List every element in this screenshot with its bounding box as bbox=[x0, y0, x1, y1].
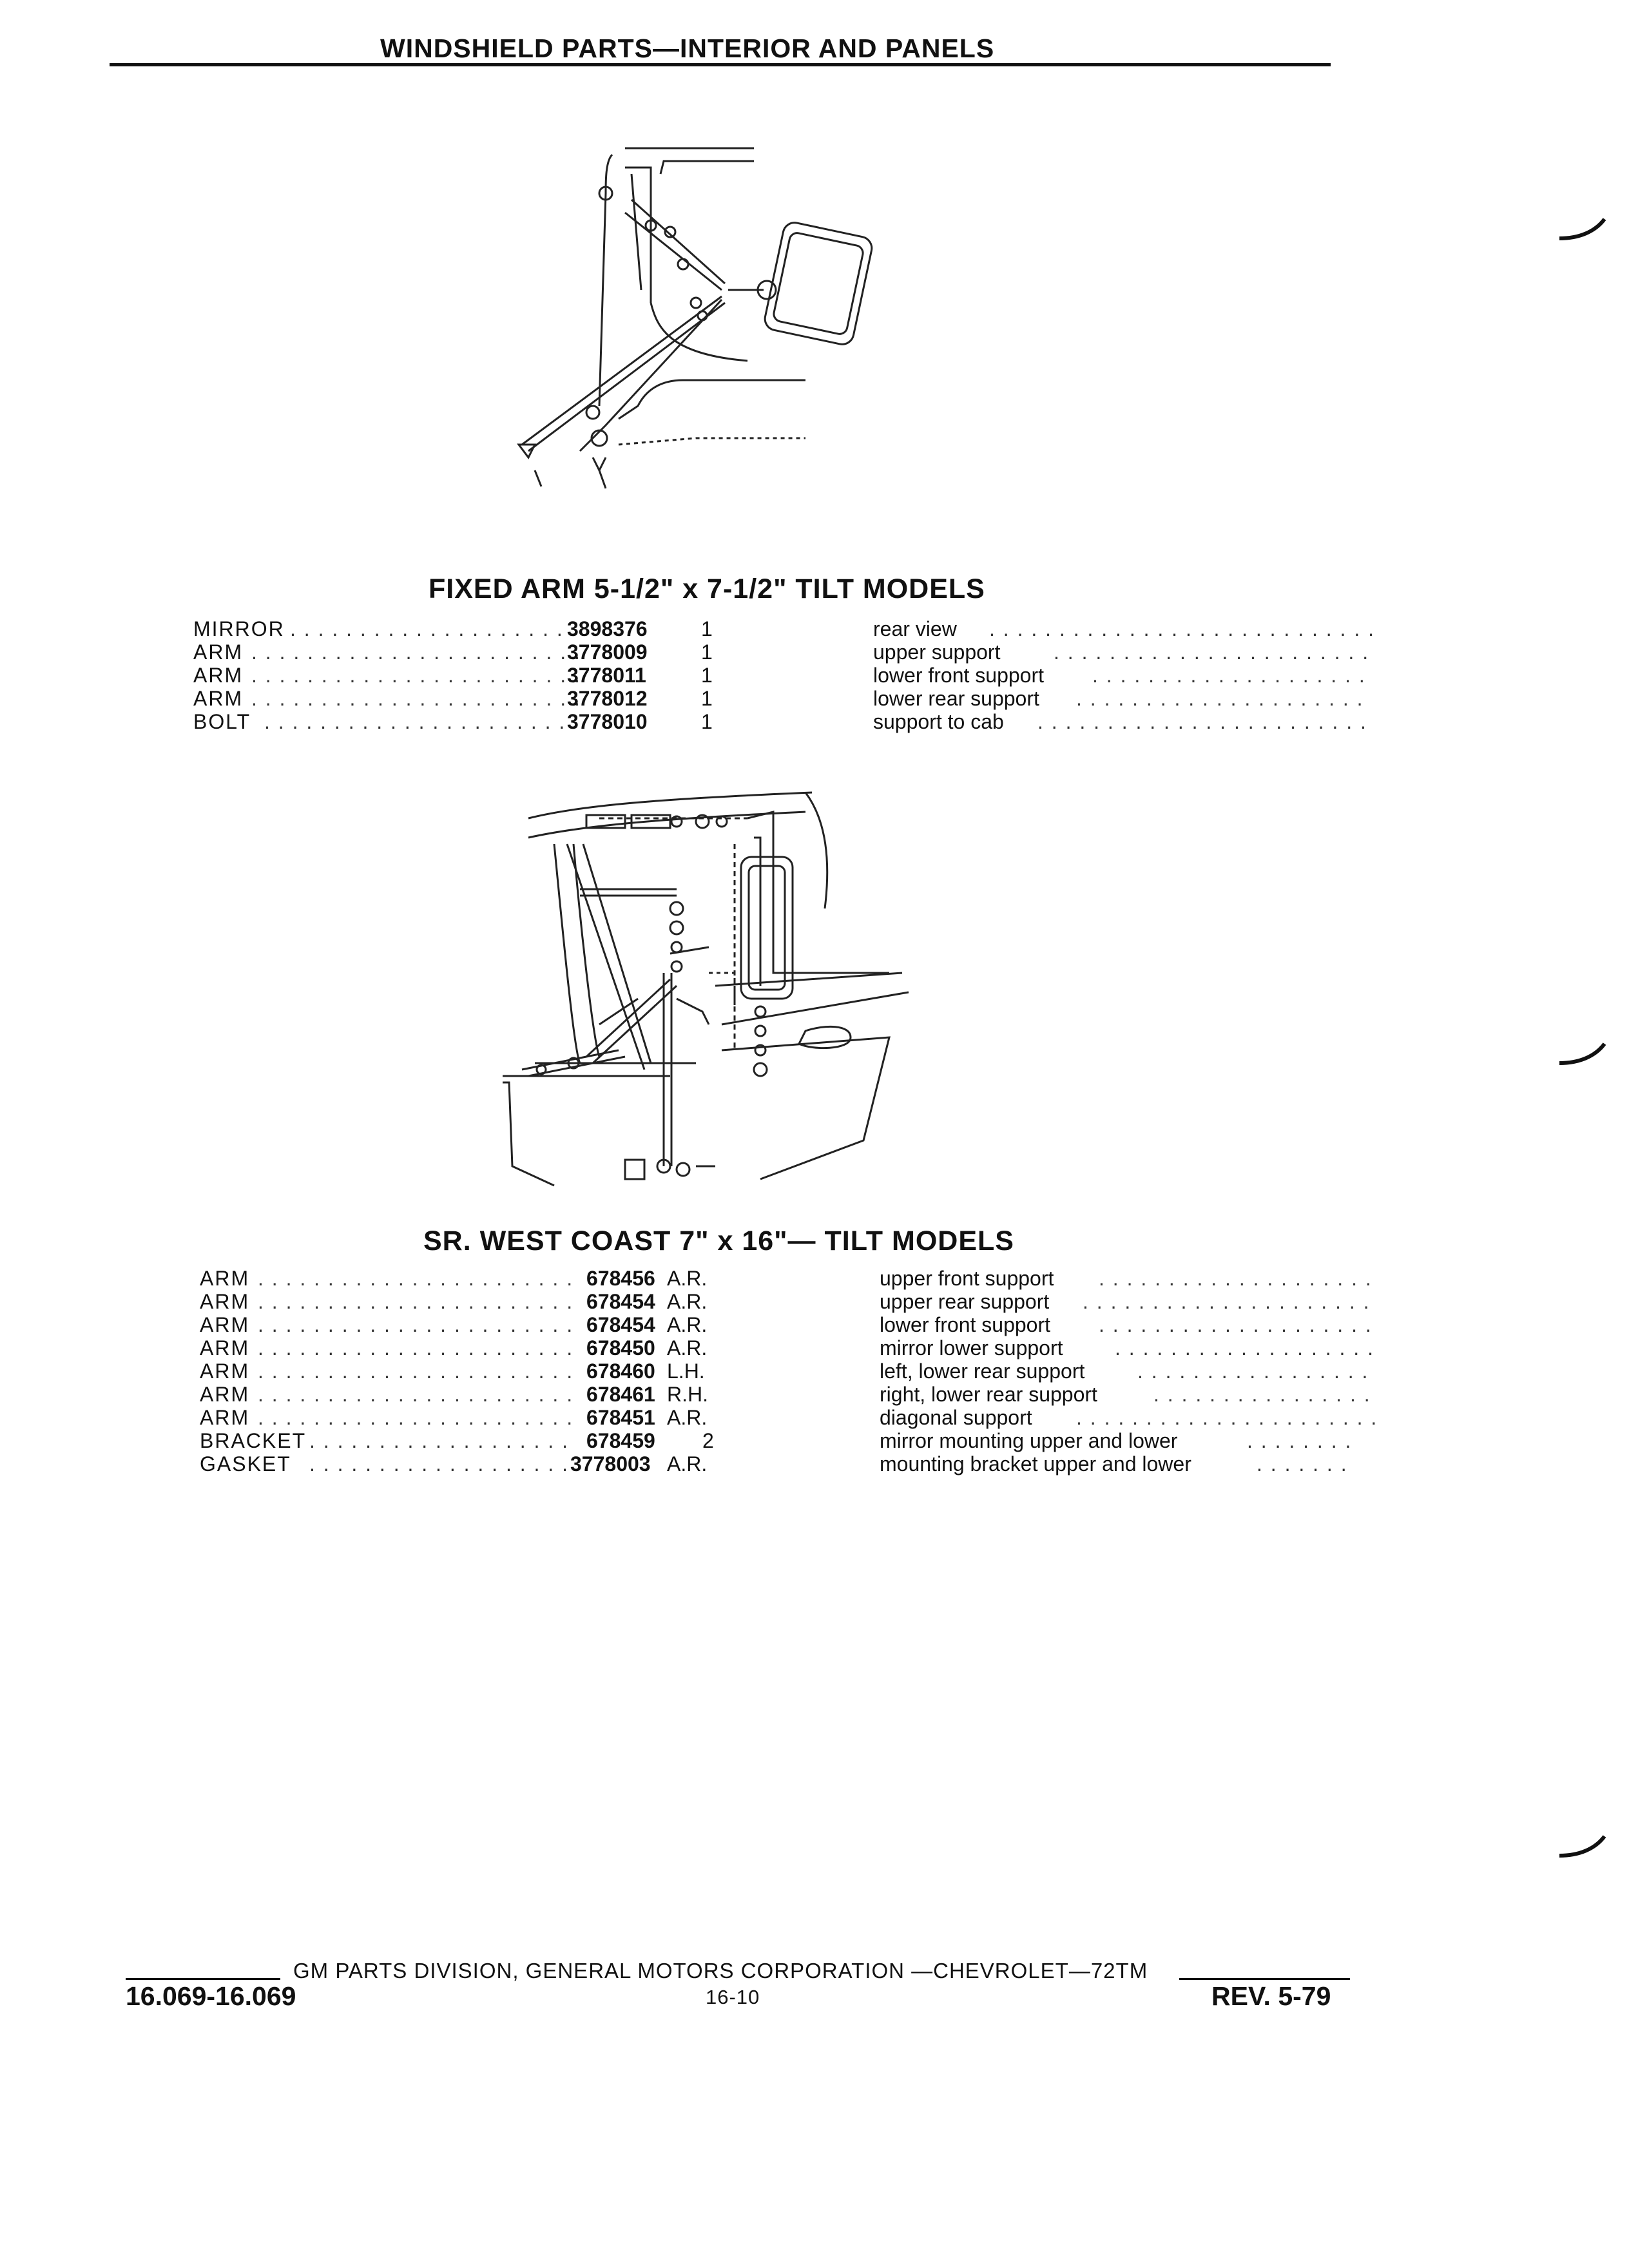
item-description: left, lower rear support bbox=[880, 1360, 1085, 1383]
fixed-arm-mirror-illustration bbox=[503, 135, 838, 496]
footer-rule-right bbox=[1179, 1978, 1350, 1980]
list-item bbox=[0, 1336, 1629, 1360]
item-qty: 1 bbox=[701, 617, 713, 640]
item-name: GASKET bbox=[200, 1452, 291, 1475]
item-description: upper support bbox=[873, 640, 1001, 664]
leader-dots: . . . . . . . . . . . . . . . . . . . . . . . bbox=[258, 1313, 574, 1336]
leader-dots: . . . . . . . . . . . . . . . . . . . . . . . . bbox=[1037, 710, 1367, 733]
west-coast-mirror-illustration bbox=[503, 780, 915, 1198]
item-description: support to cab bbox=[873, 710, 1004, 733]
item-part-number: 678454 bbox=[586, 1313, 655, 1336]
item-qty: A.R. bbox=[667, 1290, 708, 1313]
item-part-number: 678454 bbox=[586, 1290, 655, 1313]
list-item bbox=[0, 1429, 1629, 1452]
item-name: ARM bbox=[200, 1290, 250, 1313]
margin-tick-marks bbox=[1547, 180, 1611, 1888]
item-name: ARM bbox=[200, 1336, 250, 1360]
item-part-number: 678461 bbox=[586, 1383, 655, 1406]
item-qty: L.H. bbox=[667, 1360, 705, 1383]
item-qty: A.R. bbox=[667, 1406, 708, 1429]
item-name: BOLT bbox=[193, 710, 251, 733]
leader-dots: . . . . . . . . . . . . . . . . . . . bbox=[1115, 1336, 1374, 1360]
item-description: mounting bracket upper and lower bbox=[880, 1452, 1191, 1475]
item-qty: 1 bbox=[701, 710, 713, 733]
leader-dots: . . . . . . . . . . . . . . . . . . . . bbox=[1092, 664, 1366, 687]
item-description: diagonal support bbox=[880, 1406, 1032, 1429]
list-item bbox=[0, 617, 1629, 640]
list-item bbox=[0, 664, 1629, 687]
section1-title: FIXED ARM 5-1/2" x 7-1/2" TILT MODELS bbox=[429, 573, 985, 604]
leader-dots: . . . . . . . . . . . . . . . . . . . . bbox=[290, 617, 564, 640]
leader-dots: . . . . . . . . . . . . . . . . . . . . . . . bbox=[258, 1360, 574, 1383]
list-item bbox=[0, 1452, 1629, 1475]
item-description: mirror lower support bbox=[880, 1336, 1063, 1360]
list-item bbox=[0, 1313, 1629, 1336]
leader-dots: . . . . . . . . . . . . . . . . bbox=[1153, 1383, 1371, 1406]
footer-page-number: 16-10 bbox=[706, 1986, 760, 2008]
footer-rule-left bbox=[126, 1978, 280, 1980]
item-description: lower front support bbox=[873, 664, 1045, 687]
list-item bbox=[0, 687, 1629, 710]
page-header-title: WINDSHIELD PARTS—INTERIOR AND PANELS bbox=[380, 34, 995, 63]
item-name: ARM bbox=[200, 1406, 250, 1429]
leader-dots: . . . . . . . . . . . . . . . . . . . . . . . . bbox=[251, 640, 581, 664]
item-name: BRACKET bbox=[200, 1429, 307, 1452]
item-name: MIRROR bbox=[193, 617, 285, 640]
item-description: lower front support bbox=[880, 1313, 1051, 1336]
leader-dots: . . . . . . . . bbox=[1247, 1429, 1353, 1452]
item-part-number: 3778010 bbox=[567, 710, 648, 733]
item-name: ARM bbox=[193, 640, 244, 664]
leader-dots: . . . . . . . . . . . . . . . . . . . . . bbox=[1076, 687, 1364, 710]
leader-dots: . . . . . . . . . . . . . . . . . . . . . . . . bbox=[251, 687, 581, 710]
list-item bbox=[0, 1290, 1629, 1313]
leader-dots: . . . . . . . . . . . . . . . . . . . bbox=[309, 1429, 569, 1452]
footer-code: 16.069-16.069 bbox=[126, 1981, 296, 2011]
item-qty: R.H. bbox=[667, 1383, 708, 1406]
leader-dots: . . . . . . . . . . . . . . . . . . . . . bbox=[1083, 1290, 1371, 1313]
item-description: mirror mounting upper and lower bbox=[880, 1429, 1178, 1452]
leader-dots: . . . . . . . . . . . . . . . . . . . . . . . bbox=[1054, 640, 1370, 664]
leader-dots: . . . . . . . . . . . . . . . . . . . . . . . bbox=[258, 1267, 574, 1290]
header-rule bbox=[110, 63, 1331, 66]
leader-dots: . . . . . . . . . . . . . . . . . . . . . . . . . . . . bbox=[989, 617, 1375, 640]
item-qty: 1 bbox=[701, 687, 713, 710]
item-part-number: 678456 bbox=[586, 1267, 655, 1290]
leader-dots: . . . . . . . bbox=[1257, 1452, 1348, 1475]
item-description: upper rear support bbox=[880, 1290, 1050, 1313]
item-part-number: 3778012 bbox=[567, 687, 648, 710]
list-item bbox=[0, 1383, 1629, 1406]
leader-dots: . . . . . . . . . . . . . . . . . . . . . . . bbox=[258, 1290, 574, 1313]
item-description: lower rear support bbox=[873, 687, 1039, 710]
leader-dots: . . . . . . . . . . . . . . . . . . . bbox=[309, 1452, 569, 1475]
item-name: ARM bbox=[193, 687, 244, 710]
list-item bbox=[0, 640, 1629, 664]
item-name: ARM bbox=[200, 1267, 250, 1290]
item-description: right, lower rear support bbox=[880, 1383, 1097, 1406]
item-description: rear view bbox=[873, 617, 957, 640]
section2-title: SR. WEST COAST 7" x 16"— TILT MODELS bbox=[423, 1225, 1014, 1256]
item-qty: 1 bbox=[701, 664, 713, 687]
item-part-number: 3778011 bbox=[567, 664, 646, 687]
list-item bbox=[0, 1267, 1629, 1290]
item-part-number: 678450 bbox=[586, 1336, 655, 1360]
footer-company: GM PARTS DIVISION, GENERAL MOTORS CORPORATION —CHEVROLET—72TM bbox=[293, 1959, 1148, 1983]
item-part-number: 3778009 bbox=[567, 640, 648, 664]
leader-dots: . . . . . . . . . . . . . . . . . . . . . . . bbox=[258, 1383, 574, 1406]
item-description: upper front support bbox=[880, 1267, 1054, 1290]
item-part-number: 678459 bbox=[586, 1429, 655, 1452]
leader-dots: . . . . . . . . . . . . . . . . . . . . bbox=[1099, 1313, 1373, 1336]
item-qty: A.R. bbox=[667, 1267, 708, 1290]
leader-dots: . . . . . . . . . . . . . . . . . bbox=[1137, 1360, 1369, 1383]
item-part-number: 678451 bbox=[586, 1406, 655, 1429]
item-part-number: 3778003 bbox=[570, 1452, 651, 1475]
item-qty: A.R. bbox=[667, 1452, 708, 1475]
item-name: ARM bbox=[193, 664, 244, 687]
list-item bbox=[0, 710, 1629, 733]
item-part-number: 3898376 bbox=[567, 617, 648, 640]
item-name: ARM bbox=[200, 1360, 250, 1383]
list-item bbox=[0, 1406, 1629, 1429]
leader-dots: . . . . . . . . . . . . . . . . . . . . . . bbox=[264, 710, 566, 733]
leader-dots: . . . . . . . . . . . . . . . . . . . . bbox=[1099, 1267, 1373, 1290]
leader-dots: . . . . . . . . . . . . . . . . . . . . . . . bbox=[258, 1336, 574, 1360]
leader-dots: . . . . . . . . . . . . . . . . . . . . . . . bbox=[258, 1406, 574, 1429]
item-part-number: 678460 bbox=[586, 1360, 655, 1383]
item-name: ARM bbox=[200, 1383, 250, 1406]
leader-dots: . . . . . . . . . . . . . . . . . . . . . . . . bbox=[251, 664, 581, 687]
item-qty: 2 bbox=[702, 1429, 714, 1452]
leader-dots: . . . . . . . . . . . . . . . . . . . . . . bbox=[1076, 1406, 1378, 1429]
item-name: ARM bbox=[200, 1313, 250, 1336]
list-item bbox=[0, 1360, 1629, 1383]
item-qty: 1 bbox=[701, 640, 713, 664]
item-qty: A.R. bbox=[667, 1336, 708, 1360]
item-qty: A.R. bbox=[667, 1313, 708, 1336]
footer-revision: REV. 5-79 bbox=[1211, 1981, 1331, 2011]
